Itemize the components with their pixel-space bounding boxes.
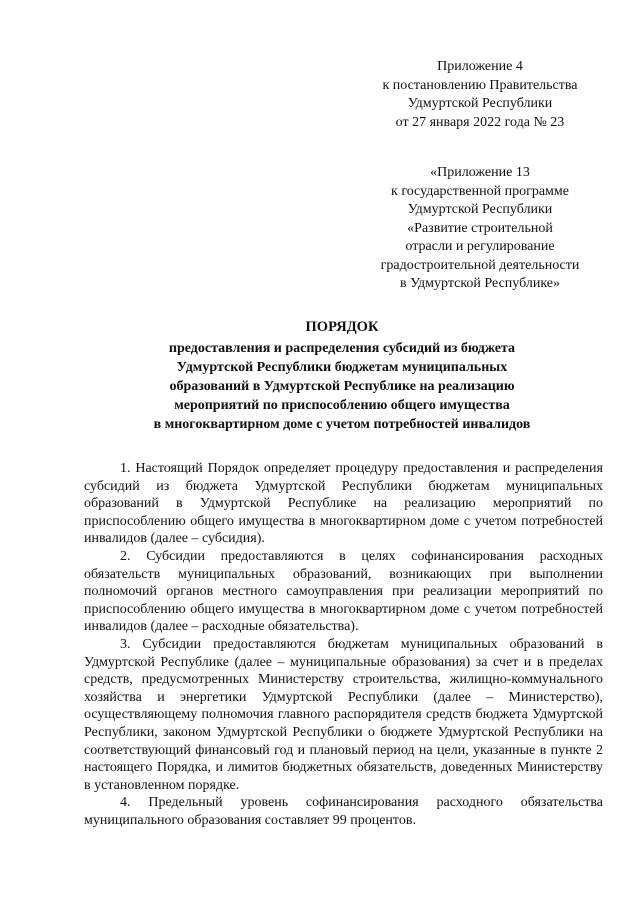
document-body (84, 460, 603, 829)
title-line: предоставления и распределения субсидий из бюджета (168, 341, 516, 356)
paragraph-1: 1. Настоящий Порядок определяет процедуру предоставления и распределения субсидий из бюджета Удмуртской Республики бюджетам муниципальных образований в Удмуртской Республике на реализацию мероприятий по приспособлению общего имущества в многоквартирном доме с учетом потребностей инвалидов (далее – субсидия). (84, 461, 603, 547)
annex-line: к постановлению Правительства (382, 77, 578, 93)
annex13-line: градостроительной деятельности (380, 257, 580, 273)
annex13-line: «Приложение 13 (430, 165, 530, 180)
annex-13-header (345, 164, 615, 294)
annex13-line: «Развитие строительной (407, 220, 553, 236)
annex-line: от 27 января 2022 года № 23 (395, 114, 565, 130)
title-heading: ПОРЯДОК (305, 319, 379, 335)
paragraph-4: 4. Предельный уровень софинансирования расходного обязательства муниципального образования составляет 99 процентов. (84, 795, 603, 828)
annex13-line: отрасли и регулирование (405, 239, 555, 254)
annex-header (345, 58, 615, 132)
title-line: Удмуртской Республики бюджетам муниципальных (176, 360, 508, 375)
title-line: образований в Удмуртской Республике на реализацию (169, 379, 515, 394)
annex-line: Удмуртской Республики (407, 96, 553, 111)
annex-line: Приложение 4 (437, 59, 523, 74)
paragraph-3: 3. Субсидии предоставляются бюджетам муниципальных образований в Удмуртской Республике (далее – муниципальные образования) за счет и в пределах средств, предусмотренных Министерству строительства, жилищно-коммунального хозяйства и энергетики Удмуртской Республики (далее – Министерство), осуществляющему полномочия главного распорядителя средств бюджета Удмуртской Республики, законом Удмуртской Республики о бюджете Удмуртской Республики на соответствующий финансовый год и плановый период на цели, указанные в пункте 2 настоящего Порядка, и лимитов бюджетных обязательств, доведенных Министерству в установленном порядке. (84, 636, 603, 793)
title-line: в многоквартирном доме с учетом потребностей инвалидов (153, 417, 531, 432)
annex13-line: к государственной программе (391, 183, 569, 199)
paragraph-2: 2. Субсидии предоставляются в целях софинансирования расходных обязательств муниципальных образований, возникающих при выполнении полномочий органов местного самоуправления при реализации мероприятий по приспособлению общего имущества в многоквартирном доме с учетом потребностей инвалидов (далее – расходные обязательства). (84, 548, 603, 635)
annex13-line: в Удмуртской Республике» (399, 276, 561, 291)
title-line: мероприятий по приспособлению общего имущества (174, 398, 510, 413)
annex13-line: Удмуртской Республики (407, 202, 553, 217)
document-title (80, 318, 604, 434)
